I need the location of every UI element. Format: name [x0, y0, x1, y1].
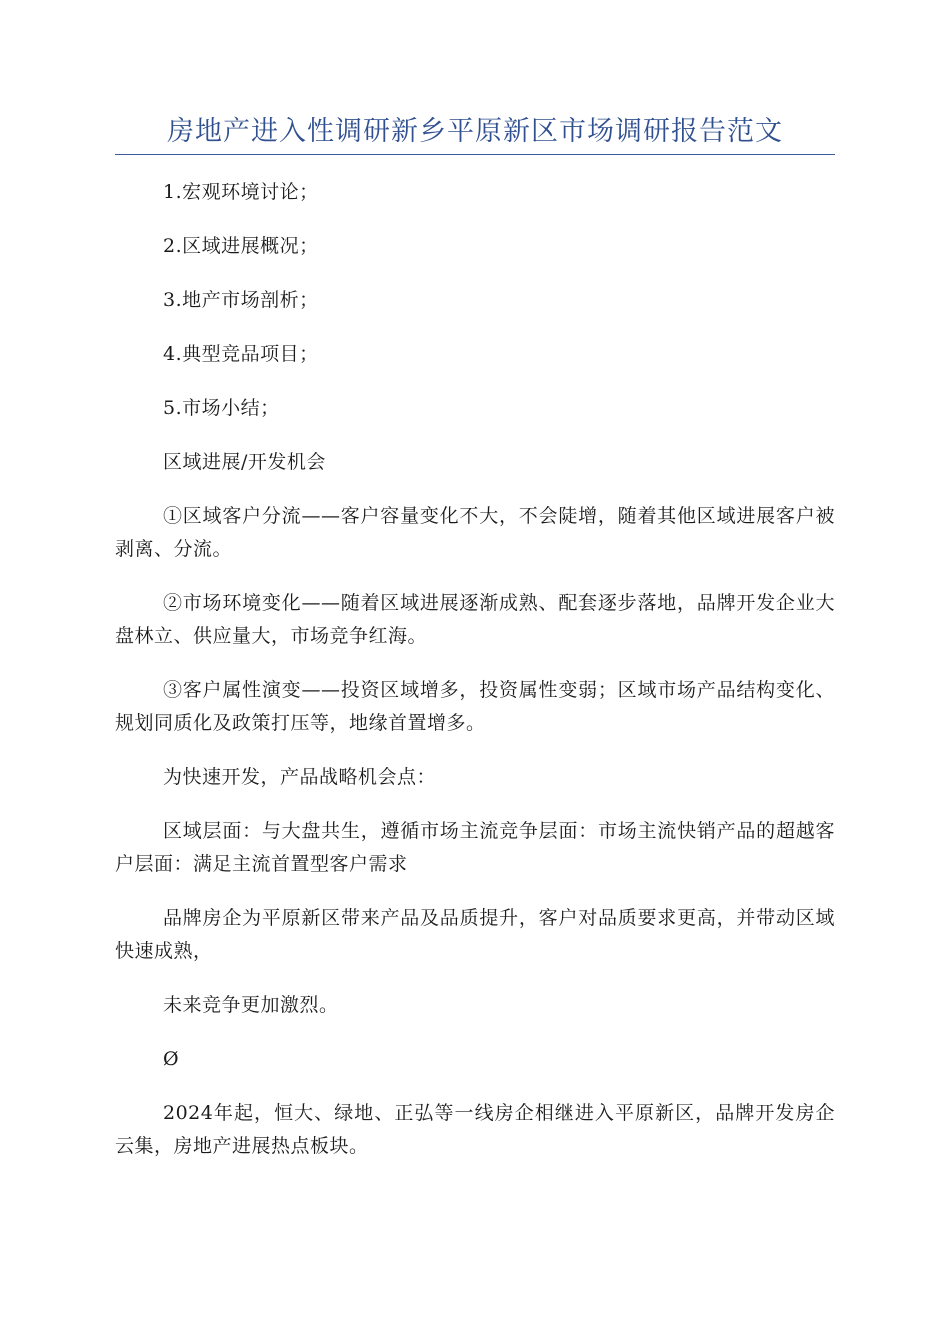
document-title: 房地产进入性调研新乡平原新区市场调研报告范文 — [167, 116, 783, 147]
list-item-market-analysis: 3.地产市场剖析； — [163, 289, 319, 311]
paragraph-strategy-intro: 为快速开发，产品战略机会点： — [163, 766, 437, 788]
paragraph-strategy-levels: 区域层面：与大盘共生，遵循市场主流竞争层面：市场主流快销产品的超越客户层面：满足主流首置型客户需求 — [115, 820, 835, 875]
list-item-market-summary: 5.市场小结； — [163, 397, 280, 419]
paragraph-brand-developers: 品牌房企为平原新区带来产品及品质提升，客户对品质要求更高，并带动区域快速成熟， — [115, 907, 835, 962]
bullet-symbol: Ø — [163, 1048, 180, 1070]
document-body — [115, 176, 835, 1184]
paragraph-market-change: ②市场环境变化——随着区域进展逐渐成熟、配套逐步落地，品牌开发企业大盘林立、供应量大，市场竞争红海。 — [115, 592, 835, 647]
paragraph-future-competition: 未来竞争更加激烈。 — [163, 994, 339, 1016]
paragraph-customer-diversion: ①区域客户分流——客户容量变化不大，不会陡增，随着其他区域进展客户被剥离、分流。 — [115, 505, 835, 560]
title-underline — [115, 154, 835, 155]
list-item-competing-projects: 4.典型竞品项目； — [163, 343, 319, 365]
section-heading-opportunity: 区域进展/开发机会 — [163, 451, 326, 473]
list-item-macro-environment: 1.宏观环境讨论； — [163, 181, 319, 203]
paragraph-2024-entry: 2024年起，恒大、绿地、正弘等一线房企相继进入平原新区，品牌开发房企云集，房地产进展热点板块。 — [115, 1102, 835, 1157]
list-item-regional-overview: 2.区域进展概况； — [163, 235, 319, 257]
paragraph-customer-attribute: ③客户属性演变——投资区域增多，投资属性变弱；区域市场产品结构变化、规划同质化及政策打压等，地缘首置增多。 — [115, 679, 835, 734]
